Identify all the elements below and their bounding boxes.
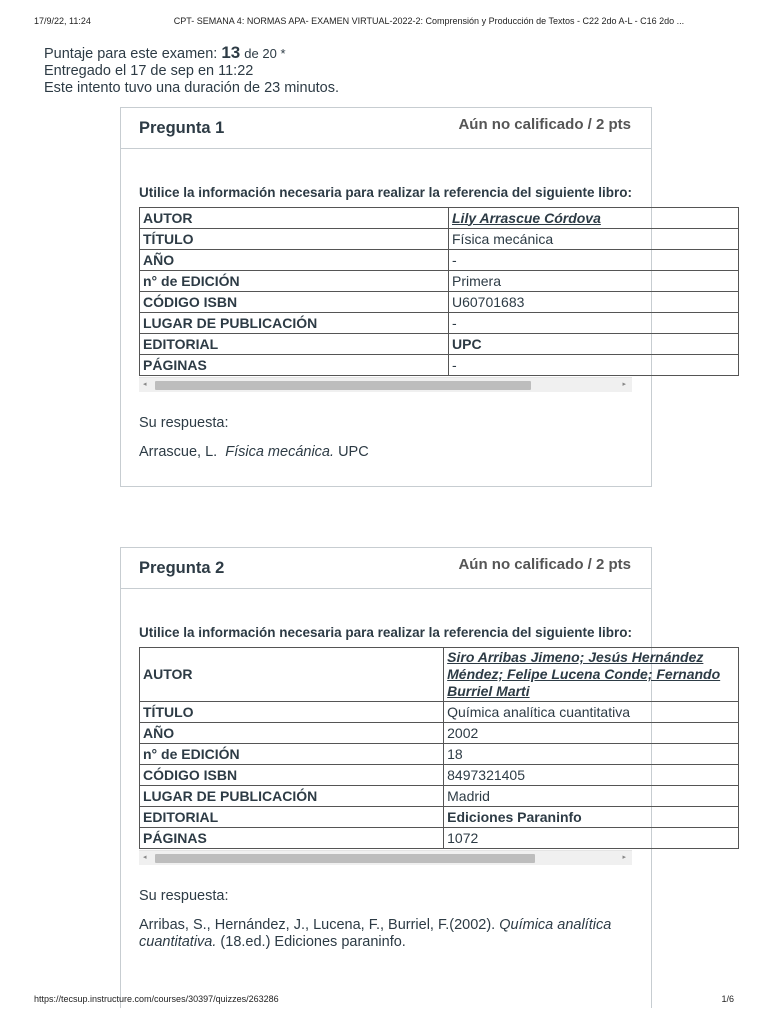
- table-row: [140, 765, 739, 786]
- answer-italic-part: Química analítica cuantitativa.: [139, 917, 644, 950]
- question-header: [121, 108, 651, 149]
- answer-part: Arribas, S., Hernández, J., Lucena, F., Burriel, F.(2002).: [139, 917, 496, 933]
- answer-part: Arrascue, L.: [139, 444, 218, 460]
- row-key: CÓDIGO ISBN: [140, 765, 444, 786]
- row-key: AÑO: [140, 723, 444, 744]
- row-key: PÁGINAS: [140, 828, 444, 849]
- row-key: AUTOR: [140, 648, 444, 702]
- question-header: [121, 548, 651, 589]
- score-value: 13: [221, 43, 241, 62]
- question-card-1: [120, 107, 652, 487]
- print-page-number: 1/6: [721, 994, 734, 1004]
- scroll-right-icon[interactable]: ▸: [622, 854, 626, 861]
- row-key: n° de EDICIÓN: [140, 744, 444, 765]
- book-info-table-wrapper[interactable]: [139, 207, 632, 392]
- question-points: Aún no calificado / 2 pts: [458, 556, 631, 573]
- table-row: [140, 828, 739, 849]
- row-value: 1072: [444, 828, 739, 849]
- row-key: AÑO: [140, 250, 449, 271]
- row-key: n° de EDICIÓN: [140, 271, 449, 292]
- scroll-right-icon[interactable]: ▸: [622, 381, 626, 388]
- row-value: UPC: [449, 334, 739, 355]
- answer-text: [139, 444, 633, 461]
- scrollbar-thumb[interactable]: [155, 854, 535, 863]
- answer-italic-part: Física mecánica.: [225, 444, 335, 460]
- row-key: PÁGINAS: [140, 355, 449, 376]
- question-body: [121, 589, 721, 976]
- row-value: 8497321405: [444, 765, 739, 786]
- horizontal-scrollbar[interactable]: [139, 377, 632, 392]
- row-key: EDITORIAL: [140, 334, 449, 355]
- horizontal-scrollbar[interactable]: [139, 850, 632, 865]
- table-row: [140, 208, 739, 229]
- scroll-left-icon[interactable]: ◂: [143, 854, 147, 861]
- book-info-table: [139, 647, 739, 849]
- scrollbar-thumb[interactable]: [155, 381, 531, 390]
- score-label: Puntaje para este examen:: [44, 46, 218, 62]
- table-row: [140, 334, 739, 355]
- table-row: [140, 313, 739, 334]
- duration-line: Este intento tuvo una duración de 23 minutos.: [44, 80, 340, 96]
- row-value: Primera: [449, 271, 739, 292]
- row-key: CÓDIGO ISBN: [140, 292, 449, 313]
- answer-label: Su respuesta:: [139, 415, 229, 431]
- answer-label: Su respuesta:: [139, 888, 229, 904]
- table-row: [140, 648, 739, 702]
- table-row: [140, 250, 739, 271]
- table-row: [140, 271, 739, 292]
- row-key: AUTOR: [140, 208, 449, 229]
- row-value: Madrid: [444, 786, 739, 807]
- row-key: TÍTULO: [140, 229, 449, 250]
- answer-part: UPC: [338, 444, 369, 460]
- answer-part: (18.ed.) Ediciones paraninfo.: [220, 934, 406, 950]
- scroll-left-icon[interactable]: ◂: [143, 381, 147, 388]
- answer-text: [139, 917, 644, 951]
- quiz-summary: [44, 44, 339, 97]
- row-value: Ediciones Paraninfo: [444, 807, 739, 828]
- question-prompt: Utilice la información necesaria para realizar la referencia del siguiente libro:: [139, 185, 632, 200]
- row-value: Siro Arribas Jimeno; Jesús Hernández Méndez; Felipe Lucena Conde; Fernando Burriel Marti: [444, 648, 739, 702]
- question-title: Pregunta 1: [139, 119, 225, 137]
- row-value: Química analítica cuantitativa: [444, 702, 739, 723]
- book-info-table: [139, 207, 739, 376]
- question-points: Aún no calificado / 2 pts: [458, 116, 631, 133]
- print-page-title: CPT- SEMANA 4: NORMAS APA- EXAMEN VIRTUAL-2022-2: Comprensión y Producción de Textos - C22 2do A-L - C16 2do ...: [173, 16, 685, 26]
- table-row: [140, 744, 739, 765]
- question-body: [121, 149, 651, 486]
- print-url: https://tecsup.instructure.com/courses/30397/quizzes/263286: [34, 994, 279, 1004]
- table-row: [140, 355, 739, 376]
- table-row: [140, 292, 739, 313]
- row-key: LUGAR DE PUBLICACIÓN: [140, 786, 444, 807]
- row-value: Física mecánica: [449, 229, 739, 250]
- question-prompt: Utilice la información necesaria para realizar la referencia del siguiente libro:: [139, 625, 632, 640]
- row-value: 18: [444, 744, 739, 765]
- row-value: -: [449, 313, 739, 334]
- row-key: LUGAR DE PUBLICACIÓN: [140, 313, 449, 334]
- table-row: [140, 702, 739, 723]
- book-info-table-wrapper[interactable]: [139, 647, 721, 865]
- row-value: -: [449, 250, 739, 271]
- question-title: Pregunta 2: [139, 559, 225, 577]
- row-key: EDITORIAL: [140, 807, 444, 828]
- score-line: [44, 44, 339, 63]
- print-header: [34, 16, 734, 26]
- table-row: [140, 807, 739, 828]
- row-value: Lily Arrascue Córdova: [449, 208, 739, 229]
- score-total: de 20 *: [244, 46, 286, 61]
- question-card-2: [120, 547, 721, 1008]
- row-value: 2002: [444, 723, 739, 744]
- row-value: U60701683: [449, 292, 739, 313]
- table-row: [140, 723, 739, 744]
- print-footer: [34, 994, 734, 1004]
- row-value: -: [449, 355, 739, 376]
- row-key: TÍTULO: [140, 702, 444, 723]
- table-row: [140, 229, 739, 250]
- submitted-line: Entregado el 17 de sep en 11:22: [44, 63, 254, 79]
- table-row: [140, 786, 739, 807]
- print-timestamp: 17/9/22, 11:24: [34, 16, 91, 26]
